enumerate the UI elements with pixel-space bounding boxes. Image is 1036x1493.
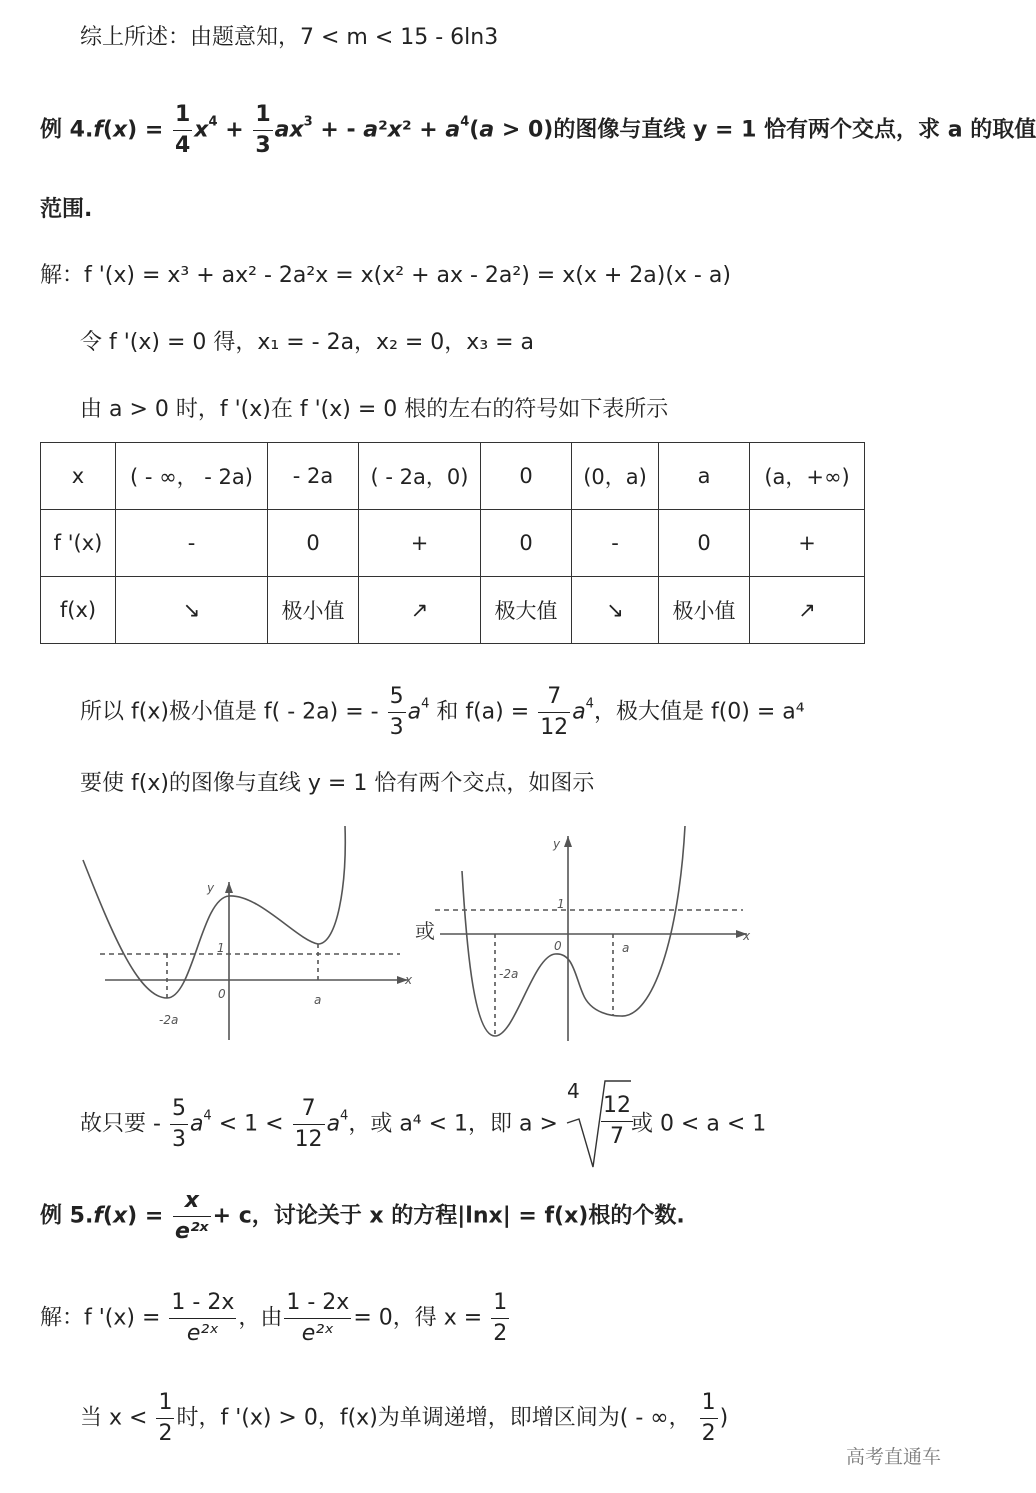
label-y-left: y [207,881,215,895]
curve-right [462,826,685,1036]
example-5-title: + c，讨论关于 x 的方程|lnx| = f(x)根的个数. [212,1203,685,1229]
or-label: 或 [415,919,435,943]
frac-one-half: $\frac{1}{2}$ [158,1390,173,1446]
frac-one-quarter: $\frac{1}{4}$ [174,102,191,158]
table-row: f(x) ↘ 极小值 ↗ 极大值 ↘ 极小值 ↗ [41,577,865,644]
function-graphs [75,826,765,1048]
frac-one-half: $\frac{1}{2}$ [493,1290,508,1346]
y-axis-arrow [225,882,233,893]
frac-one-half: $\frac{1}{2}$ [701,1390,716,1446]
solution-4-sign-intro: 由 a > 0 时，f '(x)在 f '(x) = 0 根的左右的符号如下表所示 [80,397,669,422]
summary-line: 综上所述：由题意知，7 < m < 15 - 6ln3 [80,25,499,50]
label-neg2a-left: -2a [159,1013,179,1027]
frac-seven-twelfths: $\frac{7}{12}$ [294,1096,323,1152]
solution-4-zeros: 令 f '(x) = 0 得，x₁ = - 2a，x₂ = 0，x₃ = a [80,330,535,355]
graph-intro: 要使 f(x)的图像与直线 y = 1 恰有两个交点，如图示 [80,771,595,796]
frac-derivative: $\frac{1 - 2x}{\text{e²ˣ}}$ [171,1290,235,1346]
label-x-left: x [405,973,413,987]
label-one-right: 1 [557,897,565,911]
y-axis-arrow [564,836,572,847]
frac-derivative: $\frac{1 - 2x}{\text{e²ˣ}}$ [286,1290,350,1346]
example-4-title: 的图像与直线 y = 1 恰有两个交点，求 a 的取值 [553,117,1036,143]
example-4-label: 例 4. [40,117,94,143]
fourth-root [565,1078,631,1149]
label-one-left: 1 [217,941,225,955]
label-zero-right: 0 [554,939,562,953]
label-a-left: a [314,993,322,1007]
root-index: 4 [566,1078,580,1103]
frac-five-thirds: $\frac{5}{3}$ [389,684,404,740]
label-y-right: y [553,837,561,851]
frac-five-thirds: $\frac{5}{3}$ [171,1096,186,1152]
example-5-label: 例 5. [40,1203,94,1229]
solution-4-derivative: 解：f '(x) = x³ + ax² - 2a²x = x(x² + ax - 2a²) = x(x + 2a)(x - a) [40,263,731,288]
example-4-heading-end: 范围. [40,197,93,222]
left-graph [83,826,408,1040]
example-4-heading: 例 4.f(x) = $\frac{1}{4}$ $x^4$ + $\frac{1}{3}$ $ax^3$ + - $a^2x^2 + a^4(a > 0)$的图像与直线 y = 1 恰有两个交点，求 a 的取值 [40,100,1036,161]
table-row: x ( - ∞， - 2a) - 2a ( - 2a，0) 0 (0，a) a (a，+∞) [41,443,865,510]
frac-seven-twelfths: $\frac{7}{12}$ [540,684,569,740]
frac-one-third: $\frac{1}{3}$ [255,102,271,158]
solution-5-increasing: 当 x < $\frac{1}{2}$ 时，f '(x) > 0，f(x)为单调递增，即增区间为( - ∞， $\frac{1}{2}$ ) [80,1388,728,1449]
frac-x-over-e2x: $\frac{x}{\text{e²ˣ}}$ [174,1188,209,1244]
label-zero-left: 0 [218,987,226,1001]
sign-table [40,442,865,644]
frac-twelve-sevenths: $\frac{12}{7}$ [602,1092,631,1149]
condition-line: 故只要 - $\frac{5}{3}$ $a^4 < 1$ < $\frac{7}{12}$ $a^4$，或 a⁴ < 1，即 a > 4 $\frac{12}{7}$ 或 0 < a < 1 [80,1094,766,1155]
label-a-right: a [622,941,630,955]
example-5-heading: 例 5.f(x) = $\frac{x}{\text{e²ˣ}}$ + c，讨论关于 x 的方程|lnx| = f(x)根的个数. [40,1186,685,1247]
label-neg2a-right: -2a [499,967,519,981]
watermark: 高考直通车 [846,1446,942,1468]
solution-5-derivative: 解：f '(x) = $\frac{1 - 2x}{\text{e²ˣ}}$ ，由 $\frac{1 - 2x}{\text{e²ˣ}}$ = 0，得 x = $\frac{1}{2}$ [40,1288,511,1349]
table-row: f '(x) - 0 + 0 - 0 + [41,510,865,577]
right-graph [435,826,747,1041]
curve-left [83,826,345,998]
label-x-right: x [743,929,751,943]
extrema-line: 所以 f(x)极小值是 f( - 2a) = - $\frac{5}{3}$ $a^4$ 和 f(a) = $\frac{7}{12}$ $a^4$，极大值是 f(0) = a⁴ [80,682,805,743]
